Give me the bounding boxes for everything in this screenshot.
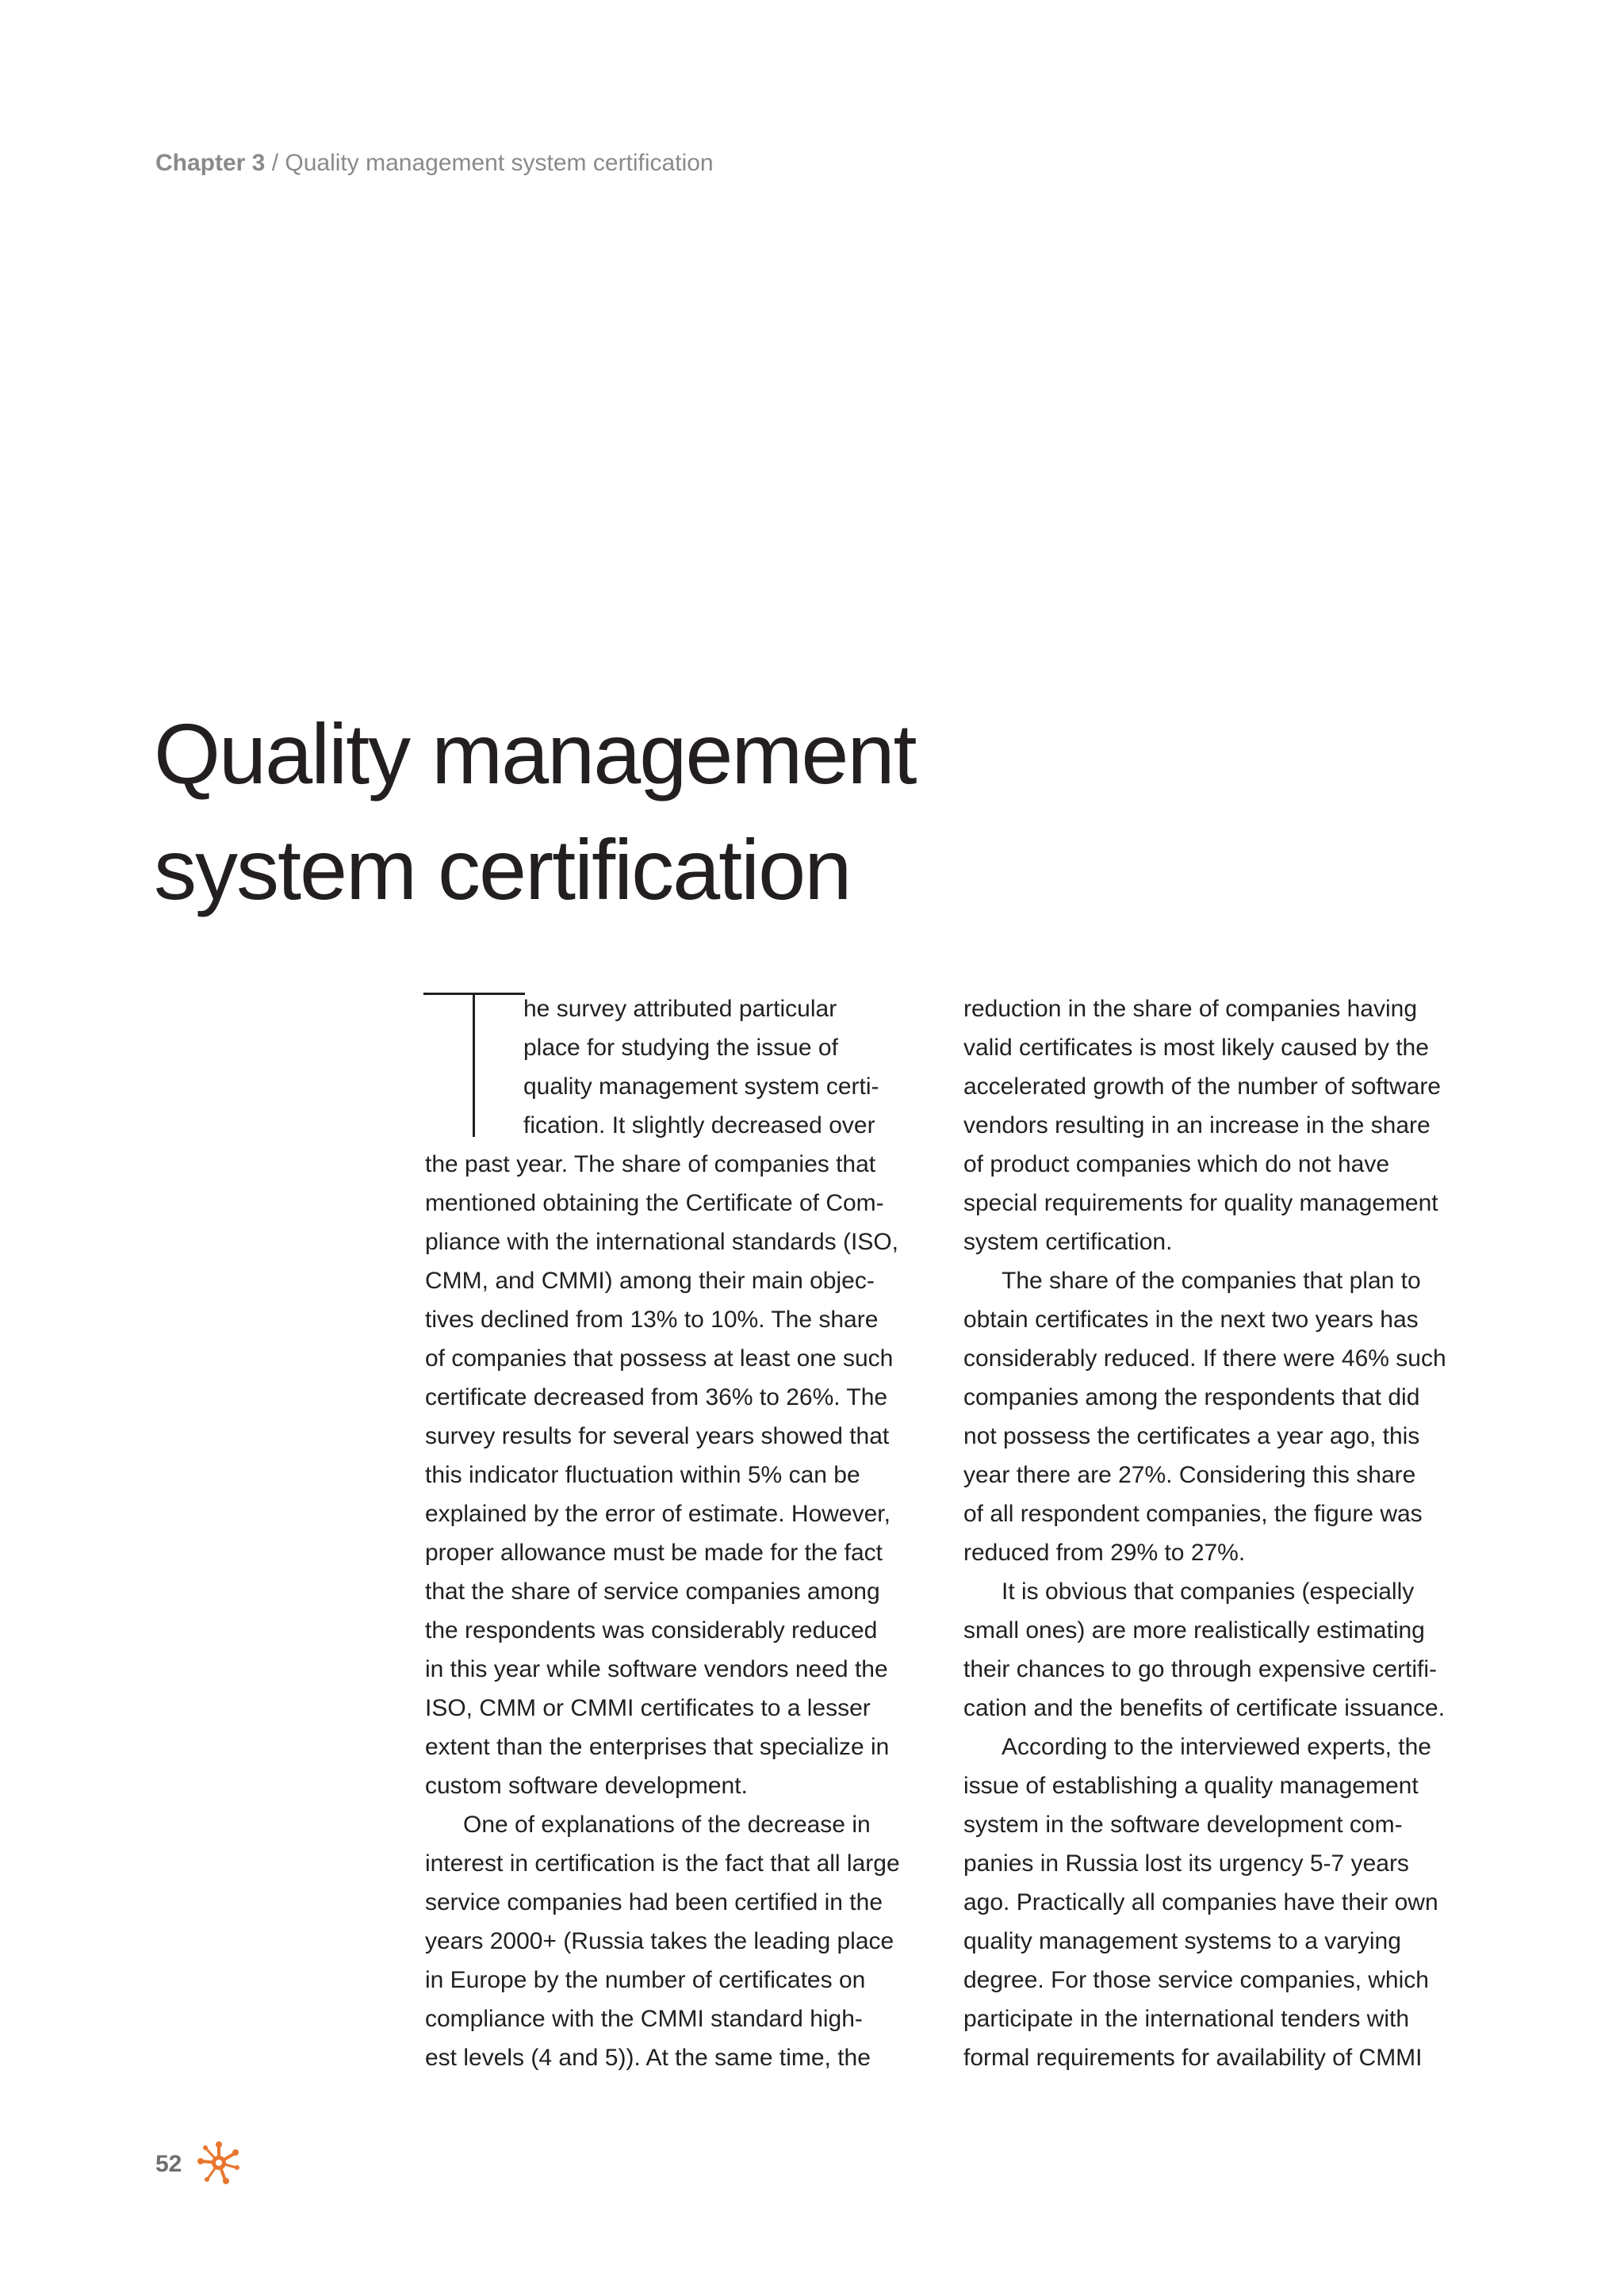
- paragraph-line: reduction in the share of companies having: [963, 996, 1418, 1022]
- paragraph-line: of product companies which do not have: [963, 1151, 1389, 1177]
- paragraph-line: participate in the international tenders with: [963, 2006, 1410, 2032]
- paragraph-line: issue of establishing a quality management: [963, 1773, 1419, 1799]
- paragraph-line: of all respondent companies, the figure was: [963, 1501, 1423, 1527]
- paragraph-line: formal requirements for availability of CMMI: [963, 2045, 1423, 2071]
- paragraph-line: According to the interviewed experts, the: [1002, 1734, 1431, 1760]
- paragraph-line: vendors resulting in an increase in the share: [963, 1112, 1431, 1138]
- paragraph-line: of companies that possess at least one such: [425, 1345, 894, 1372]
- paragraph-line: the respondents was considerably reduced: [425, 1617, 878, 1644]
- paragraph-line: in Europe by the number of certificates on: [425, 1967, 866, 1993]
- paragraph-line: accelerated growth of the number of software: [963, 1073, 1441, 1100]
- paragraph-line: that the share of service companies among: [425, 1578, 880, 1605]
- paragraph-line: interest in certification is the fact that all large: [425, 1850, 900, 1877]
- paragraph-line: special requirements for quality management: [963, 1190, 1438, 1216]
- paragraph-line: survey results for several years showed that: [425, 1423, 890, 1449]
- paragraph-line: reduced from 29% to 27%.: [963, 1540, 1246, 1566]
- paragraph-line: CMM, and CMMI) among their main objec-: [425, 1268, 875, 1294]
- paragraph-line: this indicator fluctuation within 5% can be: [425, 1462, 860, 1488]
- orange-splash-logo-icon: [197, 2141, 241, 2185]
- paragraph-line: place for studying the issue of: [523, 1035, 838, 1061]
- paragraph-line: their chances to go through expensive certifi-: [963, 1656, 1437, 1682]
- paragraph-line: tives declined from 13% to 10%. The share: [425, 1307, 879, 1333]
- paragraph-line: system in the software development com-: [963, 1812, 1403, 1838]
- paragraph-line: the past year. The share of companies that: [425, 1151, 876, 1177]
- paragraph-line: extent than the enterprises that specialize in: [425, 1734, 890, 1760]
- running-header: [155, 147, 714, 179]
- paragraph-line: he survey attributed particular: [523, 996, 837, 1022]
- body-column-left: [425, 989, 933, 2077]
- paragraph-line: quality management system certi-: [523, 1073, 879, 1100]
- page-title: [154, 696, 916, 928]
- page-title-line-1: Quality management: [154, 706, 916, 802]
- paragraph-line: compliance with the CMMI standard high-: [425, 2006, 863, 2032]
- paragraph-line: system certification.: [963, 1229, 1173, 1255]
- paragraph-line: custom software development.: [425, 1773, 748, 1799]
- paragraph-line: It is obvious that companies (especially: [1002, 1578, 1415, 1605]
- drop-cap: [423, 993, 527, 1143]
- paragraph-line: The share of the companies that plan to: [1002, 1268, 1421, 1294]
- paragraph-line: not possess the certificates a year ago, this: [963, 1423, 1420, 1449]
- paragraph-line: ISO, CMM or CMMI certificates to a lesser: [425, 1695, 871, 1721]
- page-title-line-2: system certification: [154, 821, 851, 917]
- header-separator: /: [265, 150, 285, 176]
- paragraph-line: companies among the respondents that did: [963, 1384, 1420, 1410]
- paragraph-line: considerably reduced. If there were 46% such: [963, 1345, 1446, 1372]
- paragraph-line: cation and the benefits of certificate issuance.: [963, 1695, 1446, 1721]
- paragraph-line: service companies had been certified in the: [425, 1889, 883, 1915]
- paragraph-line: small ones) are more realistically estimating: [963, 1617, 1425, 1644]
- paragraph-line: One of explanations of the decrease in: [463, 1812, 871, 1838]
- chapter-label: Chapter 3: [155, 150, 266, 176]
- paragraph-line: quality management systems to a varying: [963, 1928, 1401, 1954]
- paragraph-line: explained by the error of estimate. However,: [425, 1501, 891, 1527]
- body-column-right: [963, 989, 1471, 2077]
- paragraph-line: ago. Practically all companies have their own: [963, 1889, 1438, 1915]
- paragraph-line: mentioned obtaining the Certificate of Com-: [425, 1190, 884, 1216]
- paragraph-line: degree. For those service companies, which: [963, 1967, 1429, 1993]
- drop-cap-stem: [473, 993, 475, 1137]
- page-number: 52: [155, 2151, 182, 2177]
- paragraph-line: year there are 27%. Considering this share: [963, 1462, 1416, 1488]
- paragraph-line: fication. It slightly decreased over: [523, 1112, 875, 1138]
- paragraph-line: pliance with the international standards (ISO,: [425, 1229, 898, 1255]
- paragraph-line: proper allowance must be made for the fact: [425, 1540, 883, 1566]
- paragraph-line: est levels (4 and 5)). At the same time, the: [425, 2045, 871, 2071]
- paragraph-line: certificate decreased from 36% to 26%. The: [425, 1384, 888, 1410]
- paragraph-line: obtain certificates in the next two years has: [963, 1307, 1419, 1333]
- paragraph-line: in this year while software vendors need the: [425, 1656, 888, 1682]
- header-section-title: Quality management system certification: [285, 150, 714, 176]
- paragraph-line: panies in Russia lost its urgency 5-7 years: [963, 1850, 1409, 1877]
- paragraph-line: valid certificates is most likely caused by the: [963, 1035, 1429, 1061]
- paragraph-line: years 2000+ (Russia takes the leading place: [425, 1928, 894, 1954]
